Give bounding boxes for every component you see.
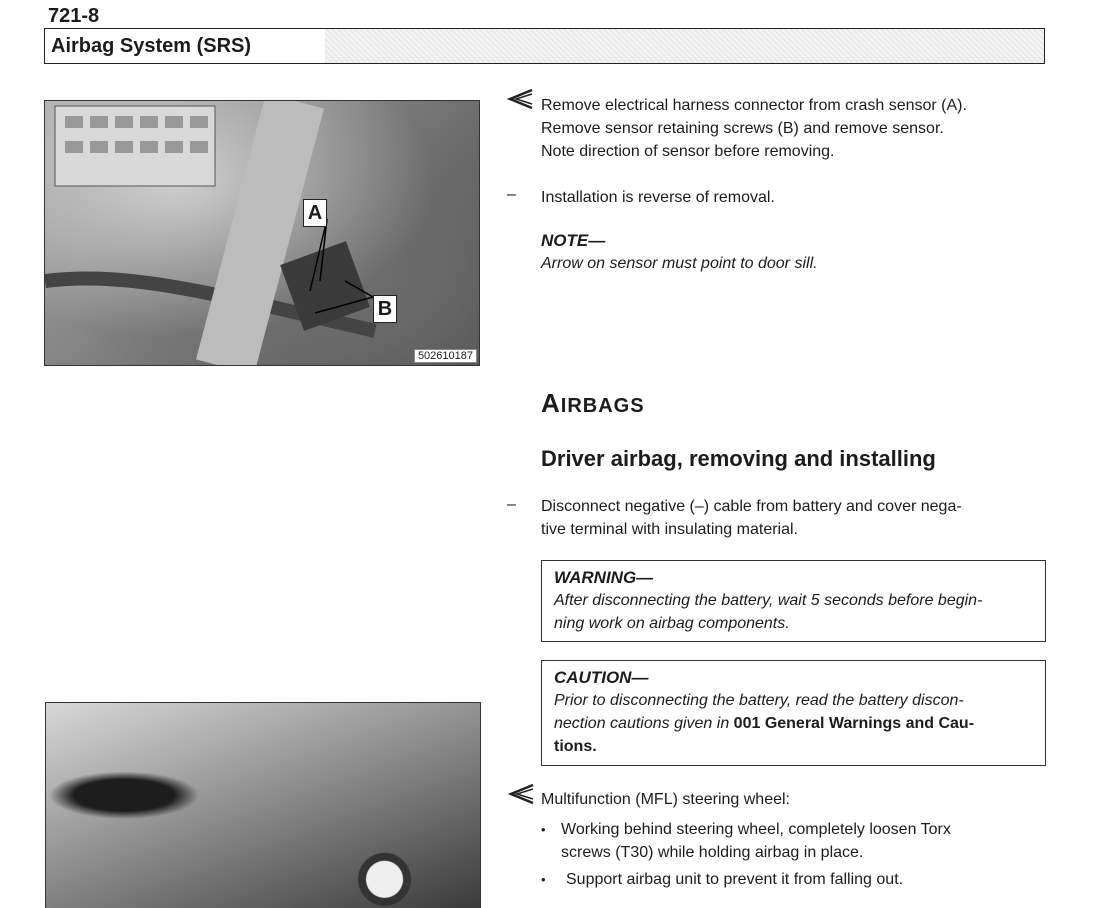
callout-a-label: A bbox=[303, 199, 327, 227]
callout-b-label: B bbox=[373, 295, 397, 323]
sensor-step-line: Remove electrical harness connector from crash sensor (A). bbox=[541, 97, 967, 114]
warning-line: ning work on airbag components. bbox=[554, 615, 790, 632]
warning-line: After disconnecting the battery, wait 5 seconds before begin- bbox=[554, 592, 983, 609]
chapter-title: Airbag System (SRS) bbox=[51, 35, 252, 57]
section-heading-initial: A bbox=[541, 388, 561, 418]
crash-sensor-photo bbox=[44, 100, 480, 366]
install-step: Installation is reverse of removal. bbox=[541, 189, 775, 206]
mfl-bullet-line: screws (T30) while holding airbag in place. bbox=[561, 844, 864, 861]
warning-box bbox=[541, 560, 1046, 642]
caution-box bbox=[541, 660, 1046, 766]
caution-italic-text: nection cautions given in bbox=[554, 715, 734, 732]
pointing-arrow-icon bbox=[507, 783, 537, 805]
sensor-step-line: Note direction of sensor before removing. bbox=[541, 143, 835, 160]
steering-wheel-photo bbox=[45, 702, 481, 908]
photo-illustration bbox=[45, 101, 480, 366]
dash-marker: – bbox=[507, 496, 516, 513]
battery-step-line: Disconnect negative (–) cable from battery and cover nega- bbox=[541, 498, 962, 515]
warning-title: WARNING— bbox=[554, 568, 654, 587]
chapter-header-bar bbox=[44, 28, 1045, 64]
sensor-steps bbox=[541, 94, 967, 163]
caution-reference: 001 General Warnings and Cau- bbox=[733, 715, 975, 732]
section-heading bbox=[541, 388, 645, 419]
note-body: Arrow on sensor must point to door sill. bbox=[541, 255, 818, 272]
note-title: NOTE— bbox=[541, 231, 606, 250]
battery-step bbox=[541, 495, 962, 541]
page-number: 721-8 bbox=[48, 5, 100, 27]
bullet-marker: • bbox=[541, 872, 546, 887]
caution-reference-end: tions. bbox=[554, 738, 597, 755]
caution-title: CAUTION— bbox=[554, 668, 649, 687]
subsection-heading: Driver airbag, removing and installing bbox=[541, 446, 936, 471]
caution-line: Prior to disconnecting the battery, read the battery discon- bbox=[554, 692, 964, 709]
mfl-bullet-1 bbox=[561, 818, 951, 864]
mfl-bullet-line: Working behind steering wheel, completely loosen Torx bbox=[561, 821, 951, 838]
photo-code: 502610187 bbox=[414, 349, 477, 363]
battery-step-line: tive terminal with insulating material. bbox=[541, 521, 798, 538]
pointing-arrow-icon bbox=[506, 88, 536, 110]
mfl-bullet-2: Support airbag unit to prevent it from falling out. bbox=[566, 871, 904, 888]
dash-marker: – bbox=[507, 186, 516, 203]
section-heading-rest: IRBAGS bbox=[560, 395, 645, 417]
bullet-marker: • bbox=[541, 822, 546, 837]
caution-line bbox=[554, 712, 1045, 735]
mfl-step: Multifunction (MFL) steering wheel: bbox=[541, 791, 790, 808]
sensor-step-line: Remove sensor retaining screws (B) and remove sensor. bbox=[541, 120, 944, 137]
note-block bbox=[541, 230, 818, 275]
